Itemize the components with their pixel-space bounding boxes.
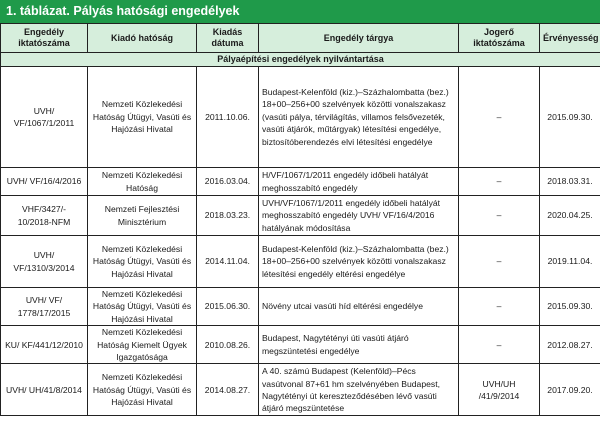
final-ref: –	[459, 67, 540, 168]
table-row	[1, 326, 600, 364]
issuing-authority: Nemzeti Közlekedési Hatóság Útügyi, Vasúti és Hajózási Hivatal	[88, 364, 197, 416]
table-row	[1, 236, 600, 288]
column-header: Jogerő iktatószáma	[459, 24, 540, 53]
validity: 2020.04.25.	[540, 196, 600, 236]
table-title: 1. táblázat. Pályás hatósági engedélyek	[0, 0, 600, 23]
issue-date: 2018.03.23.	[197, 196, 259, 236]
permit-id: VHF/3427/- 10/2018-NFM	[1, 196, 88, 236]
permit-id: UVH/ UH/41/8/2014	[1, 364, 88, 416]
column-header: Engedély iktatószáma	[1, 24, 88, 53]
validity: 2017.09.20.	[540, 364, 600, 416]
issue-date: 2011.10.06.	[197, 67, 259, 168]
final-ref: UVH/UH /41/9/2014	[459, 364, 540, 416]
permit-subject: Növény utcai vasúti híd eltérési engedélye	[259, 288, 459, 326]
validity: 2012.08.27.	[540, 326, 600, 364]
permit-subject: Budapest, Nagytétényi úti vasúti átjáró megszüntetési engedélye	[259, 326, 459, 364]
final-ref: –	[459, 288, 540, 326]
column-header: Érvényesség	[540, 24, 600, 53]
issuing-authority: Nemzeti Fejlesztési Minisztérium	[88, 196, 197, 236]
permit-subject: Budapest-Kelenföld (kiz.)–Százhalombatta (bez.) 18+00–256+00 szelvények közötti vonalszakasz (vasúti pálya, térvilágítás, villamos felsővezeték, vasúti átjárók, műtárgyak) létesítési engedélye, biztosítóberendezés elvi létesítési engedélye	[259, 67, 459, 168]
table-row	[1, 168, 600, 196]
permit-id: UVH/ VF/16/4/2016	[1, 168, 88, 196]
permit-id: UVH/ VF/ 1778/17/2015	[1, 288, 88, 326]
issuing-authority: Nemzeti Közlekedési Hatóság Útügyi, Vasúti és Hajózási Hivatal	[88, 67, 197, 168]
validity: 2019.11.04.	[540, 236, 600, 288]
column-header: Kiadás dátuma	[197, 24, 259, 53]
permit-subject: H/VF/1067/1/2011 engedély időbeli hatályát meghosszabító engedély	[259, 168, 459, 196]
issue-date: 2010.08.26.	[197, 326, 259, 364]
permit-id: UVH/ VF/1310/3/2014	[1, 236, 88, 288]
issue-date: 2014.11.04.	[197, 236, 259, 288]
issue-date: 2014.08.27.	[197, 364, 259, 416]
issuing-authority: Nemzeti Közlekedési Hatóság	[88, 168, 197, 196]
permit-subject: Budapest-Kelenföld (kiz.)–Százhalombatta (bez.) 18+00–256+00 szelvények közötti vonalszakasz létesítési engedély eltérési engedélye	[259, 236, 459, 288]
validity: 2018.03.31.	[540, 168, 600, 196]
issuing-authority: Nemzeti Közlekedési Hatóság Útügyi, Vasúti és Hajózási Hivatal	[88, 236, 197, 288]
issuing-authority: Nemzeti Közlekedési Hatóság Kiemelt Ügyek Igazgatósága	[88, 326, 197, 364]
table-row	[1, 196, 600, 236]
table-row	[1, 67, 600, 168]
permit-id: UVH/ VF/1067/1/2011	[1, 67, 88, 168]
permits-table	[0, 23, 600, 416]
issue-date: 2015.06.30.	[197, 288, 259, 326]
permit-subject: A 40. számú Budapest (Kelenföld)–Pécs vasútvonal 87+61 hm szelvényében Budapest, Nagytétényi út kereszteződésében lévő vasúti átjáró megszüntetése	[259, 364, 459, 416]
table-row	[1, 364, 600, 416]
final-ref: –	[459, 196, 540, 236]
table-caption-row	[1, 53, 600, 67]
permit-id: KU/ KF/441/12/2010	[1, 326, 88, 364]
issue-date: 2016.03.04.	[197, 168, 259, 196]
table-caption: Pályaépítési engedélyek nyilvántartása	[1, 53, 600, 67]
permit-subject: UVH/VF/1067/1/2011 engedély időbeli hatályát meghosszabító engedély UVH/ VF/16/4/2016 hatályának módosítása	[259, 196, 459, 236]
validity: 2015.09.30.	[540, 67, 600, 168]
column-header: Kiadó hatóság	[88, 24, 197, 53]
table-row	[1, 288, 600, 326]
issuing-authority: Nemzeti Közlekedési Hatóság Útügyi, Vasúti és Hajózási Hivatal	[88, 288, 197, 326]
final-ref: –	[459, 236, 540, 288]
final-ref: –	[459, 168, 540, 196]
column-header: Engedély tárgya	[259, 24, 459, 53]
table-header-row	[1, 24, 600, 53]
validity: 2015.09.30.	[540, 288, 600, 326]
final-ref: –	[459, 326, 540, 364]
